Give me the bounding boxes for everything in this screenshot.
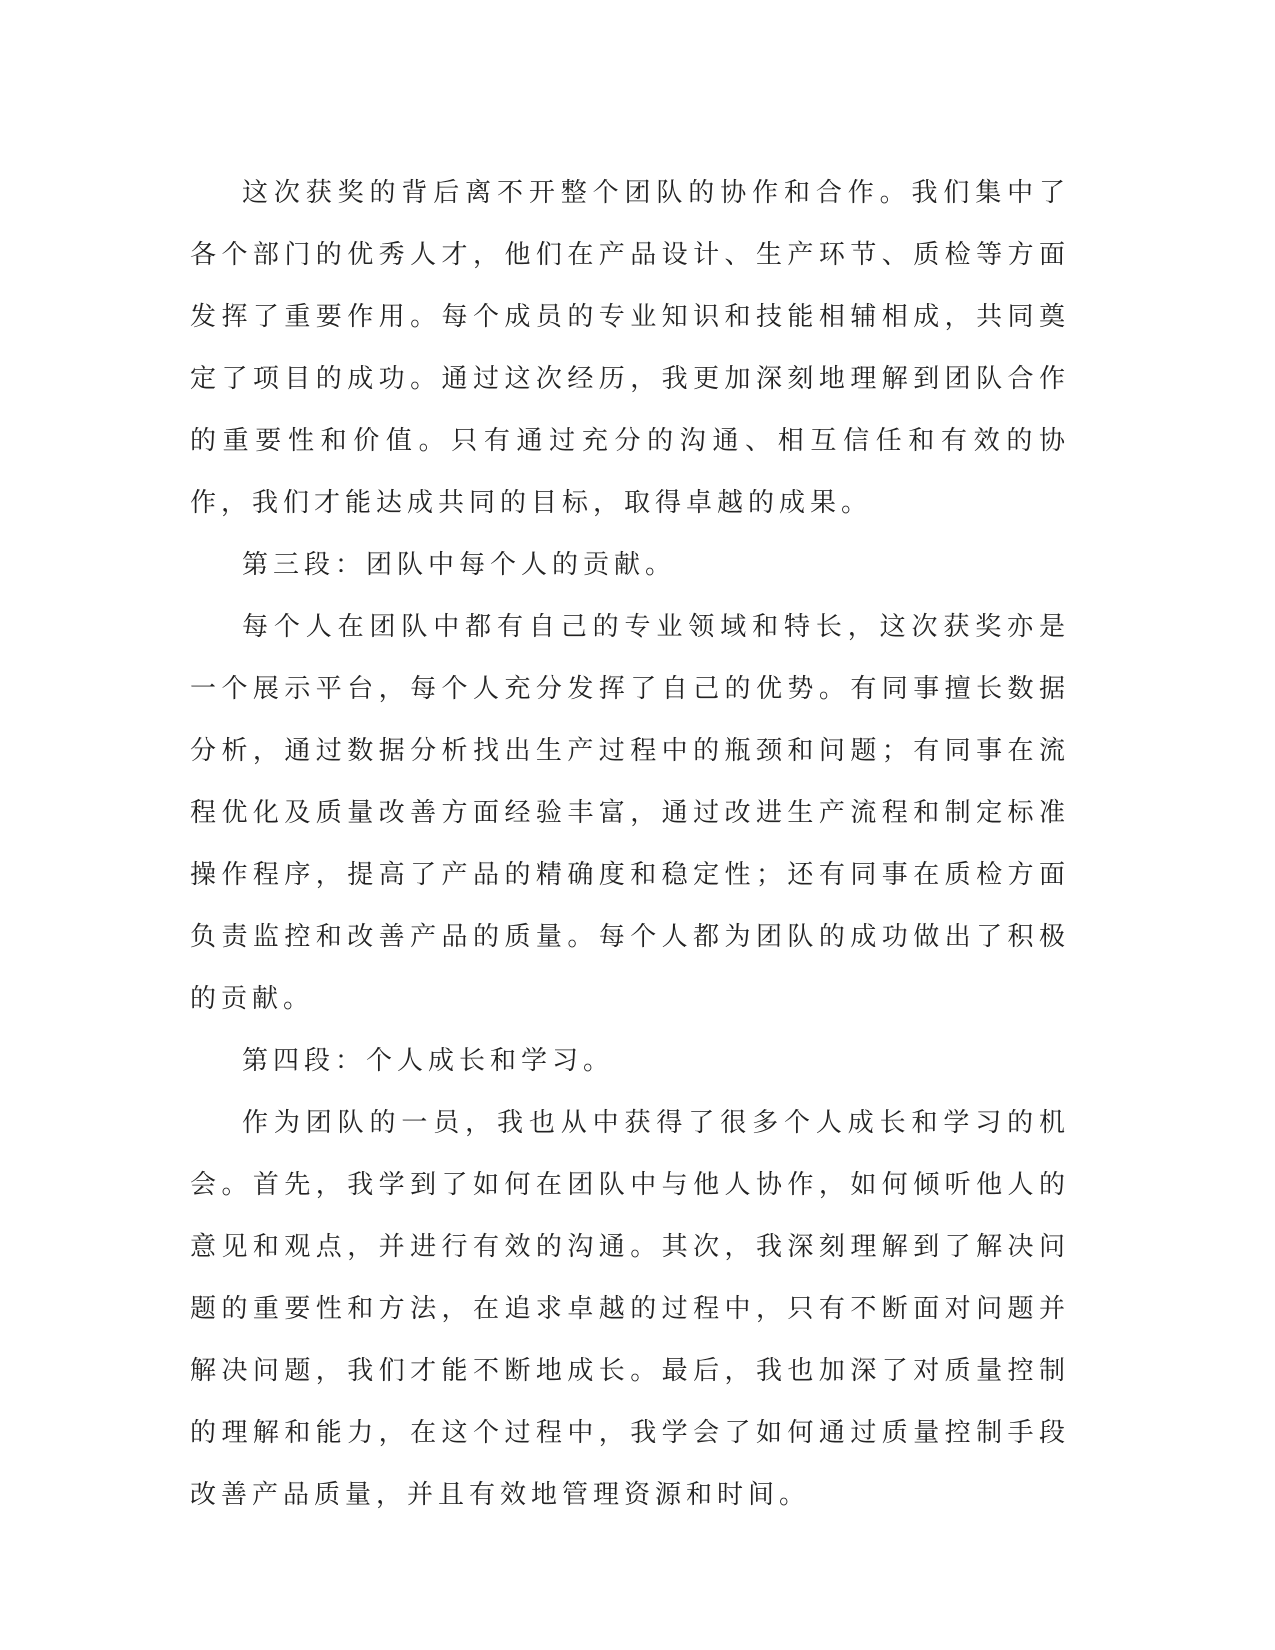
paragraph-growth: 作为团队的一员，我也从中获得了很多个人成长和学习的机会。首先，我学到了如何在团队中与他人协作，如何倾听他人的意见和观点，并进行有效的沟通。其次，我深刻理解到了解决问题的重要性和方法，在追求卓越的过程中，只有不断面对问题并解决问题，我们才能不断地成长。最后，我也加深了对质量控制的理解和能力，在这个过程中，我学会了如何通过质量控制手段改善产品质量，并且有效地管理资源和时间。 <box>190 1108 1070 1510</box>
document-body <box>190 162 1070 1526</box>
paragraph-contributions: 每个人在团队中都有自己的专业领域和特长，这次获奖亦是一个展示平台，每个人充分发挥了自己的优势。有同事擅长数据分析，通过数据分析找出生产过程中的瓶颈和问题；有同事在流程优化及质量改善方面经验丰富，通过改进生产流程和制定标准操作程序，提高了产品的精确度和稳定性；还有同事在质检方面负责监控和改善产品的质量。每个人都为团队的成功做出了积极的贡献。 <box>190 612 1070 1014</box>
section-heading-4: 第四段：个人成长和学习。 <box>242 1046 615 1076</box>
section-heading-3: 第三段：团队中每个人的贡献。 <box>242 550 677 580</box>
paragraph-teamwork: 这次获奖的背后离不开整个团队的协作和合作。我们集中了各个部门的优秀人才，他们在产品设计、生产环节、质检等方面发挥了重要作用。每个成员的专业知识和技能相辅相成，共同奠定了项目的成功。通过这次经历，我更加深刻地理解到团队合作的重要性和价值。只有通过充分的沟通、相互信任和有效的协作，我们才能达成共同的目标，取得卓越的成果。 <box>190 178 1070 518</box>
